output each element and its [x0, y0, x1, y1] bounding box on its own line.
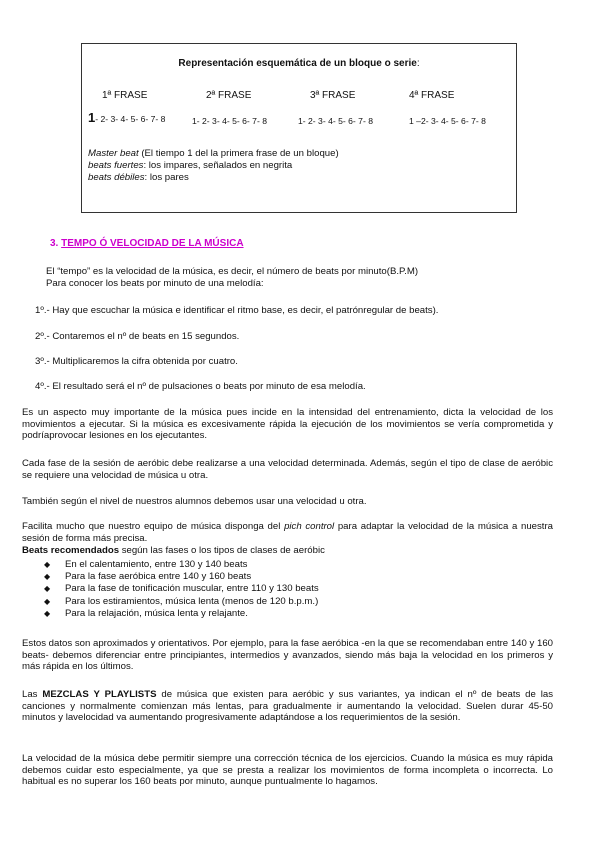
list-item: ◆ En el calentamiento, entre 130 y 140 beats: [44, 559, 248, 570]
frase-4-label: 4ª FRASE: [409, 90, 455, 101]
step-2: 2º.- Contaremos el nº de beats en 15 segundos.: [35, 331, 240, 342]
frase-2-label: 2ª FRASE: [206, 90, 252, 101]
paragraph-importance: Es un aspecto muy importante de la música pues incide en la intensidad del entrenamiento, dicta la velocidad de los movimientos a ejecutar. Si la música es excesivamente rápida la ejecución de los movimientos se vería comprometida y podríaprovocar lesiones en los ejecutantes.: [22, 407, 553, 442]
diamond-bullet-icon: ◆: [44, 560, 51, 569]
paragraph-phases: Cada fase de la sesión de aeróbic debe realizarse a una velocidad determinada. Además, según el tipo de clase de aeróbic se requiere una velocidad de música u otra.: [22, 458, 553, 481]
frase-3-label: 3ª FRASE: [310, 90, 356, 101]
frase-3-beats: 1- 2- 3- 4- 5- 6- 7- 8: [298, 116, 373, 126]
paragraph-level: También según el nivel de nuestros alumnos debemos usar una velocidad u otra.: [22, 496, 367, 507]
schema-title: Representación esquemática de un bloque o serie:: [178, 58, 420, 69]
paragraph-pitch-control: Facilita mucho que nuestro equipo de música disponga del pich control para adaptar la velocidad de la música a nuestra sesión de forma más precisa.: [22, 521, 554, 544]
legend-strong-beats: beats fuertes: los impares, señalados en negrita: [88, 160, 293, 171]
paragraph-mixes-playlists: Las MEZCLAS Y PLAYLISTS de música que existen para aeróbic y sus variantes, ya indican el nº de beats de las canciones y normalmente comienzan más lentas, para gradualmente ir aumentando la velocidad. Suelen durar 45-50 minutos y lavelocidad va aumentando progresivamente adaptándose a los requerimientos de la sesión.: [22, 689, 553, 724]
step-3: 3º.- Multiplicaremos la cifra obtenida por cuatro.: [35, 356, 238, 367]
list-item: ◆ Para la relajación, música lenta y relajante.: [44, 607, 248, 619]
intro-line-1: El “tempo” es la velocidad de la música, es decir, el número de beats por minuto(B.P.M): [46, 266, 419, 277]
legend-master-beat: Master beat (El tiempo 1 del la primera frase de un bloque): [88, 148, 339, 159]
section-title: TEMPO Ó VELOCIDAD DE LA MÚSICA: [61, 238, 244, 249]
frase-1-label: 1ª FRASE: [102, 90, 148, 101]
diamond-bullet-icon: ◆: [44, 596, 51, 606]
schema-box: [81, 43, 517, 213]
step-1: 1º.- Hay que escuchar la música e identificar el ritmo base, es decir, el patrónregular de beats).: [35, 305, 439, 316]
step-4: 4º.- El resultado será el nº de pulsaciones o beats por minuto de esa melodía.: [35, 381, 366, 392]
section-heading: 3. TEMPO Ó VELOCIDAD DE LA MÚSICA: [50, 238, 244, 249]
list-item: ◆ Para la fase de tonificación muscular, entre 110 y 130 beats: [44, 583, 319, 595]
diamond-bullet-icon: ◆: [44, 572, 51, 582]
frase-1-beats: 1- 2- 3- 4- 5- 6- 7- 8: [88, 110, 166, 125]
diamond-bullet-icon: ◆: [44, 584, 51, 594]
diamond-bullet-icon: ◆: [44, 608, 51, 618]
legend-weak-beats: beats débiles: los pares: [88, 172, 189, 183]
master-beat: 1: [88, 110, 96, 125]
beats-recommended-heading: Beats recomendados según las fases o los tipos de clases de aeróbic: [22, 545, 325, 556]
list-item: ◆ Para los estiramientos, música lenta (menos de 120 b.p.m.): [44, 595, 319, 607]
frase-4-beats: 1 –2- 3- 4- 5- 6- 7- 8: [409, 116, 486, 126]
list-item: ◆ Para la fase aeróbica entre 140 y 160 beats: [44, 571, 252, 583]
frase-2-beats: 1- 2- 3- 4- 5- 6- 7- 8: [192, 116, 267, 126]
paragraph-technical-correction: La velocidad de la música debe permitir siempre una corrección técnica de los ejercicios. Cuando la música es muy rápida debemos cuidar esto especialmente, ya que se presta a realizar los movimientos de forma incompleta o incorrecta. Lo habitual es no superar los 160 beats por minuto, aunque puntualmente lo hagamos.: [22, 753, 553, 788]
beats-list: [44, 559, 319, 620]
intro-line-2: Para conocer los beats por minuto de una melodía:: [46, 278, 264, 289]
paragraph-approximate-data: Estos datos son aproximados y orientativos. Por ejemplo, para la fase aeróbica -en la que se recomendaban entre 140 y 160 beats- debemos diferenciar entre principiantes, intermedios y avanzados, siendo más baja la velocidad en los primeros y más rápida en los últimos.: [22, 638, 553, 673]
